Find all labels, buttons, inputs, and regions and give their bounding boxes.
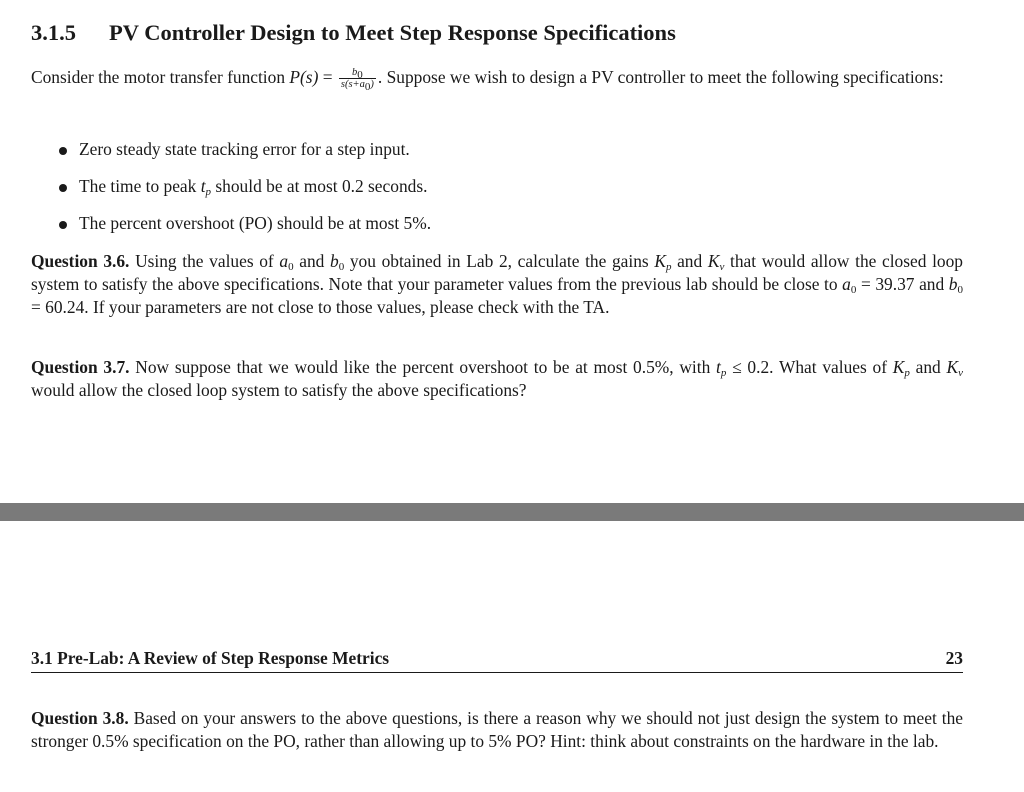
intro-paragraph: Consider the motor transfer function P(s) = $\frac{b_0}{s(s+a_0)}$ . Suppose we wish to design a PV controller to meet the following specifications: <box>31 66 944 93</box>
transfer-function-fraction: $\frac{b_0}{s(s+a_0)}$ <box>340 66 374 93</box>
section-title: PV Controller Design to Meet Step Response Specifications <box>109 20 676 45</box>
specifications-list <box>31 138 963 249</box>
list-item: Zero steady state tracking error for a step input. <box>31 138 963 175</box>
question-3-6: Question 3.6. Using the values of $a_0$ and $b_0$ you obtained in Lab 2, calculate the gains $K_p$ and $K_v$ that would allow the closed loop system to satisfy the above specifications. Note that your parameter values from the previous lab should be close to $a_0 = 39.37$ and $b_0 = 60.24$. If your parameters are not close to those values, please check with the TA. <box>31 251 964 317</box>
question-label: Question 3.6. <box>31 251 130 271</box>
page-bottom <box>0 521 1024 792</box>
list-item: The percent overshoot (PO) should be at most 5%. <box>31 212 963 249</box>
section-heading <box>31 18 963 48</box>
tf-lhs: P(s) <box>289 67 319 87</box>
bullet-icon <box>59 184 67 192</box>
running-header <box>31 646 963 673</box>
question-3-7: Question 3.7. Now suppose that we would like the percent overshoot to be at most 0.5%, with $t_p \le 0.2$. What values of $K_p$ and $K_v$ would allow the closed loop system to satisfy the above specifications? <box>31 357 963 400</box>
page-separator <box>0 503 1024 521</box>
section-number: 3.1.5 <box>31 20 76 45</box>
bullet-icon <box>59 221 67 229</box>
bullet-icon <box>59 147 67 155</box>
running-header-title: 3.1 Pre-Lab: A Review of Step Response Metrics <box>31 648 390 668</box>
page-number: 23 <box>945 648 963 668</box>
question-3-8: Question 3.8. Based on your answers to the above questions, is there a reason why we should not just design the system to meet the stronger 0.5% specification on the PO, rather than allowing up to 5% PO? Hint: think about constraints on the hardware in the lab. <box>31 708 963 751</box>
question-label: Question 3.7. <box>31 357 130 377</box>
question-label: Question 3.8. <box>31 708 129 728</box>
list-item: The time to peak $t_p$ should be at most 0.2 seconds. <box>31 175 963 212</box>
